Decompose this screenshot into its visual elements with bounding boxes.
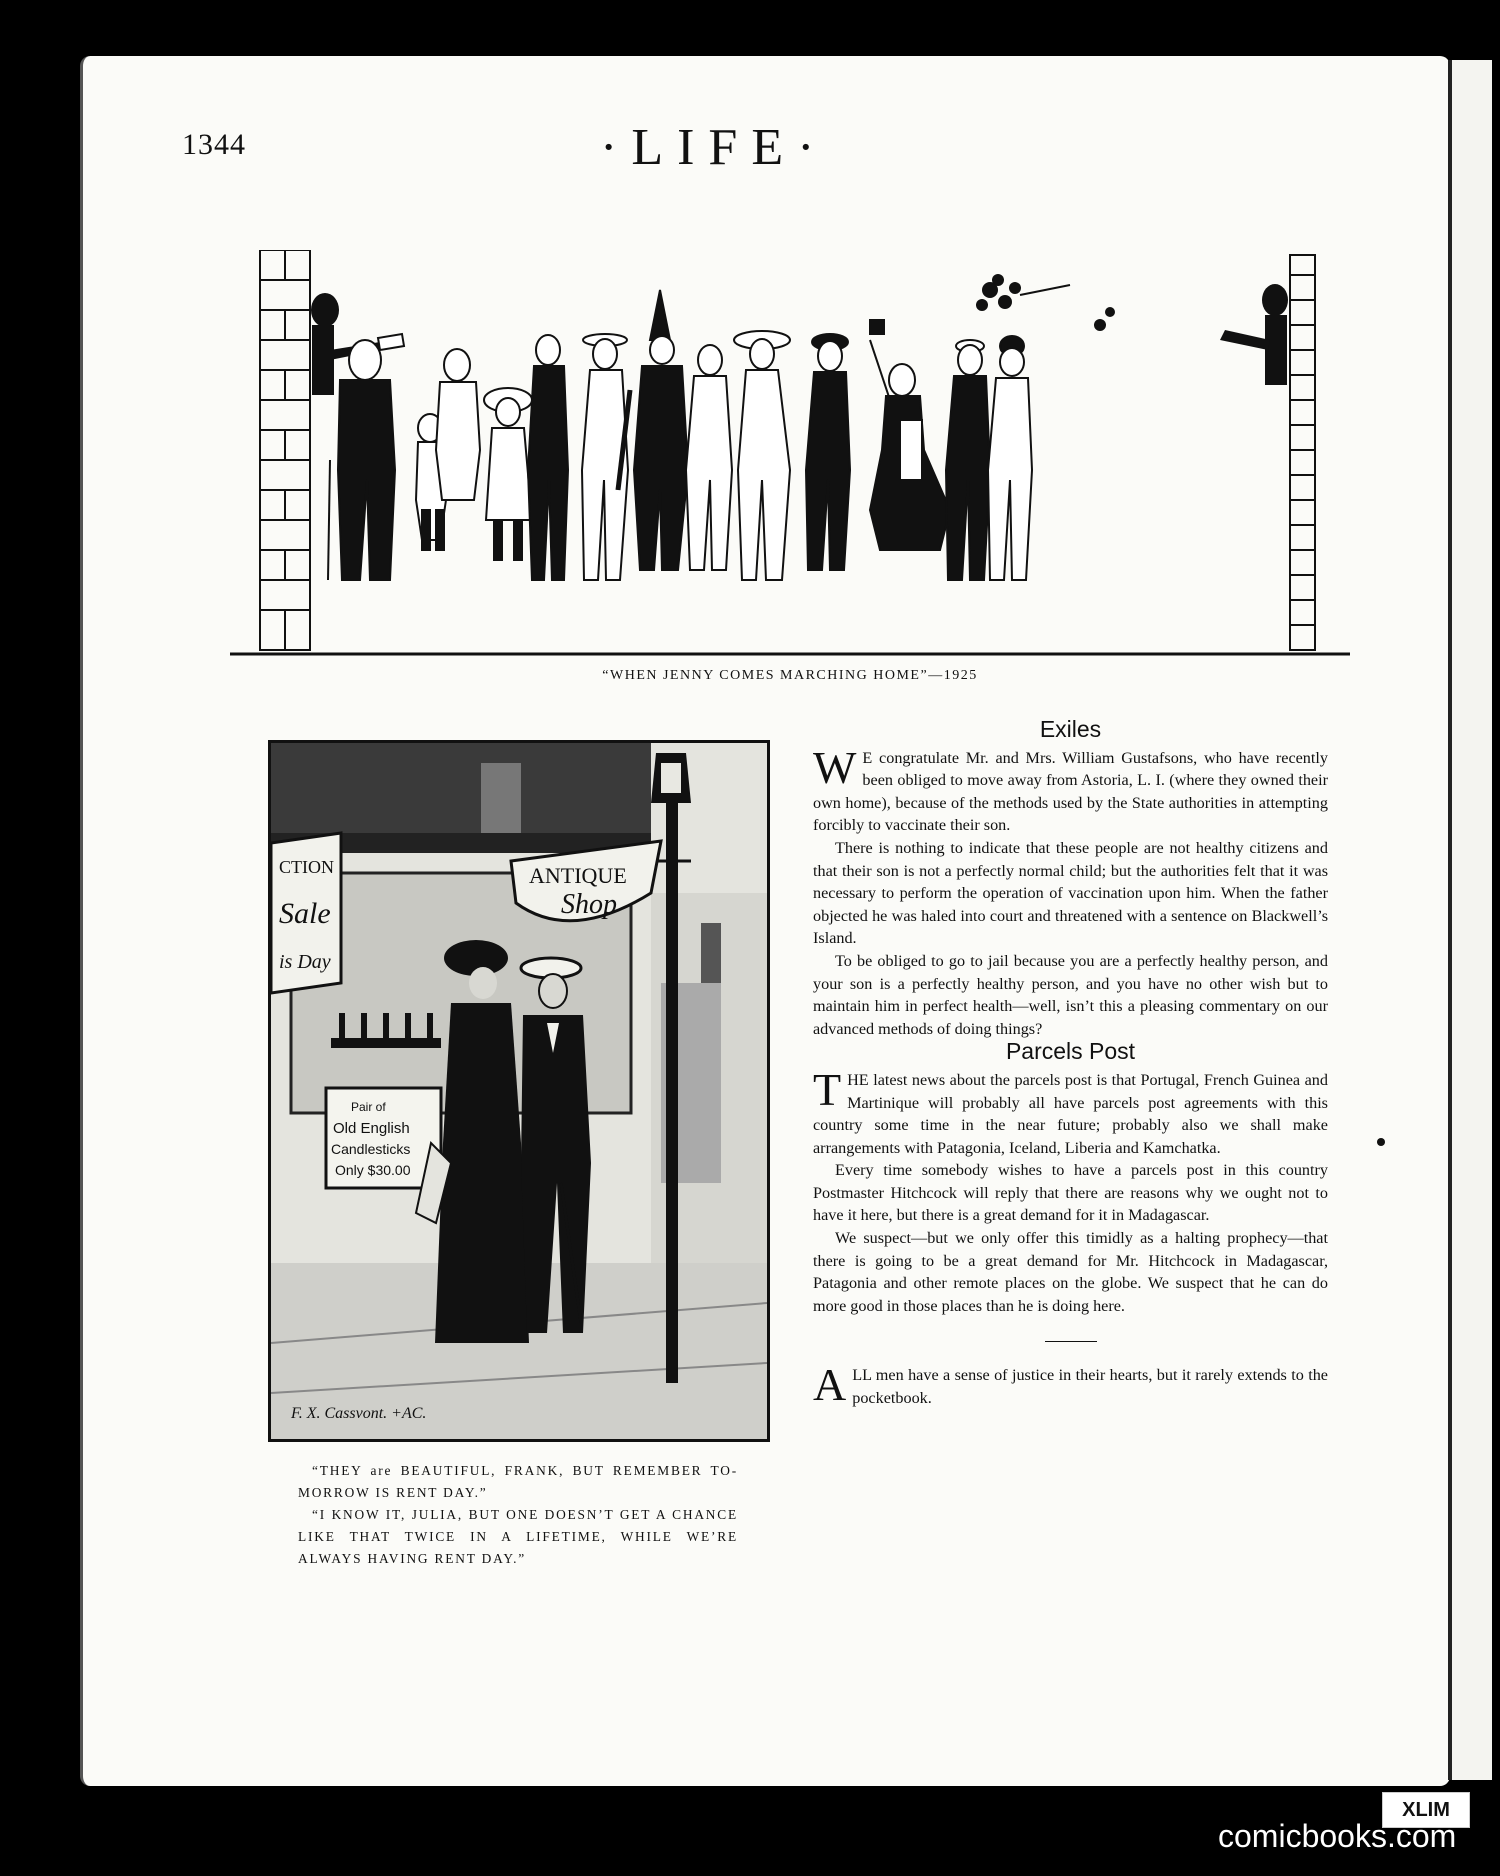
exiles-paragraph-3: To be obliged to go to jail because you are a perfectly healthy person, and your son is a perfectly healthy person, and you have no other wish but to maintain him in perfect health—well, isn’t this a pleasing commentary on our advanced methods of doing things?	[813, 951, 1328, 1038]
right-brick-wall	[1290, 255, 1315, 650]
crowd-figures	[328, 290, 1032, 580]
parcels-p1-text: HE latest news about the parcels post is that Portugal, French Guinea and Martinique will probably all have parcels post agreements with this country some time in the near future; probably also we shall make arrangements with Patagonia, Iceland, Liberia and Kamchatka.	[813, 1070, 1328, 1157]
top-illustration-caption: “WHEN JENNY COMES MARCHING HOME”—1925	[602, 668, 978, 683]
exiles-title: Exiles	[1039, 716, 1102, 742]
artist-signature: F. X. Cassvont. +AC.	[291, 1405, 427, 1422]
auction-poster-line2: Sale	[279, 897, 331, 930]
right-peeking-man	[1220, 284, 1288, 385]
page-number: 1344	[182, 128, 246, 161]
epigram-dropcap: A	[813, 1359, 847, 1411]
exiles-paragraph-1	[813, 741, 1328, 837]
top-illustration	[230, 250, 1350, 660]
exiles-dropcap: W	[813, 741, 857, 793]
right-column	[813, 718, 1328, 1410]
section-divider	[1045, 1341, 1097, 1342]
antique-sign-text: ANTIQUE	[529, 863, 627, 888]
exiles-paragraph-2: There is nothing to indicate that these people are not healthy citizens and that their son is not a perfectly normal child; but the authorities felt that it was necessary to perform the operation of vaccination upon him. When the father objected he was haled into court and threatened with a sentence on Blackwell’s Island.	[813, 838, 1328, 948]
masthead: ·LIFE·	[600, 119, 829, 176]
cartoon-caption-frank: “I KNOW IT, JULIA, BUT ONE DOESN’T GET A CHANCE LIKE THAT TWICE IN A LIFETIME, WHILE WE’RE ALWAYS HAVING RENT DAY.”	[298, 1507, 738, 1566]
parcels-post-title: Parcels Post	[1005, 1038, 1136, 1065]
facing-page-edge	[1448, 60, 1492, 1780]
price-card-line4: Only $30.00	[335, 1162, 411, 1178]
thrown-flowers	[976, 274, 1115, 331]
parcels-paragraph-1	[813, 1063, 1328, 1159]
volume-tag: XLIM	[1382, 1792, 1470, 1828]
parcels-dropcap: T	[813, 1063, 842, 1115]
auction-poster-line1: CTION	[279, 857, 334, 877]
site-watermark: comicbooks.com	[1218, 1818, 1457, 1854]
parcels-paragraph-3: We suspect—but we only offer this timidly as a halting prophecy—that there is going to be a great demand for Mr. Hitchcock in Madagascar, Patagonia and other remote places on the globe. We suspect that he can do more good in those places than he is doing here.	[813, 1229, 1328, 1315]
price-card-line2: Old English	[333, 1120, 410, 1137]
parcels-paragraph-2: Every time somebody wishes to have a parcels post in this country Postmaster Hitchcock will reply that there are reasons why we ought not to have it here, but there is a great demand for it in Madagascar.	[813, 1161, 1328, 1225]
cartoon-caption	[298, 1460, 738, 1570]
exiles-p1-text: E congratulate Mr. and Mrs. William Gustafsons, who have recently been obliged to move away from Astoria, L. I. (where they owned their own home), because of the methods used by the State authorities in attempting forcibly to vaccinate their son.	[813, 748, 1328, 835]
margin-dot	[1377, 1138, 1385, 1146]
price-card-line3: Candlesticks	[331, 1141, 411, 1157]
price-card-line1: Pair of	[351, 1100, 386, 1114]
cartoon-caption-julia: “THEY are BEAUTIFUL, FRANK, BUT REMEMBER TO-MORROW IS RENT DAY.”	[298, 1463, 738, 1500]
cartoon-illustration	[268, 740, 770, 1442]
shop-sign-text: Shop	[561, 889, 617, 920]
left-brick-wall	[260, 250, 310, 650]
epigram	[813, 1359, 1328, 1411]
auction-poster-line3: is Day	[279, 951, 331, 973]
epigram-text: LL men have a sense of justice in their hearts, but it rarely extends to the pocketbook.	[852, 1366, 1328, 1408]
